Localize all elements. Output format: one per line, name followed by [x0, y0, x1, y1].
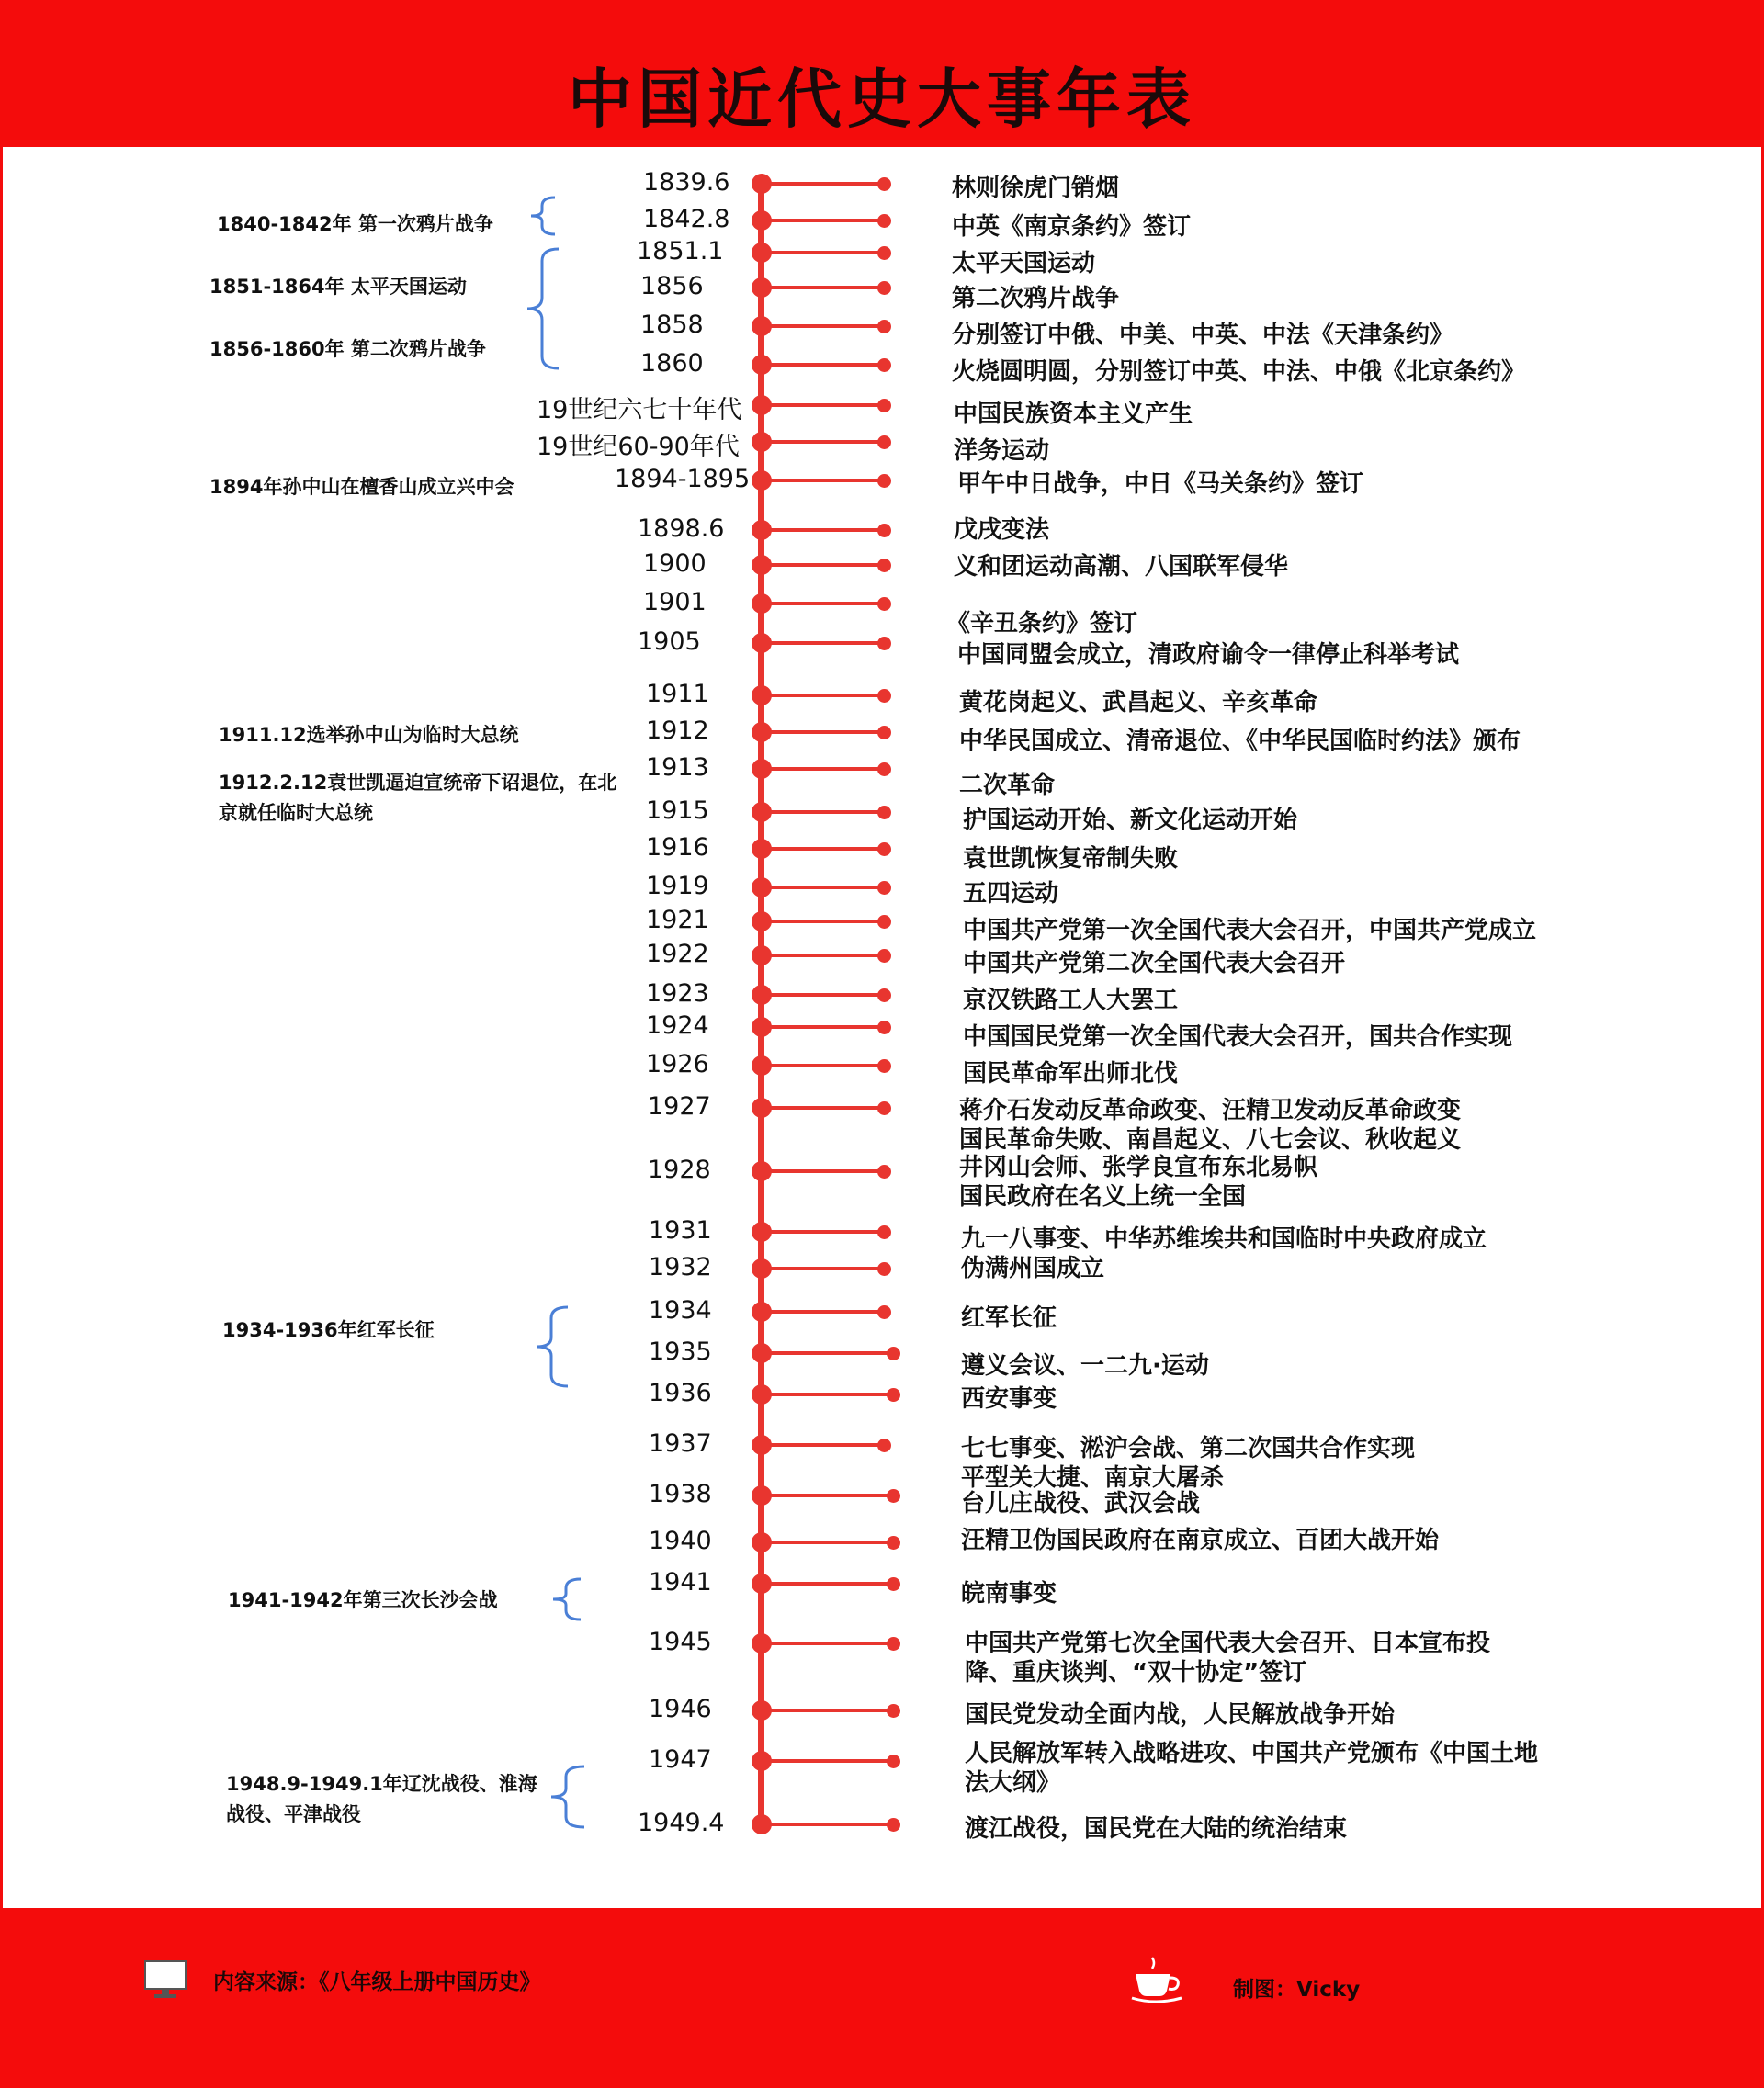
timeline-event: 国民党发动全面内战，人民解放战争开始: [965, 1701, 1396, 1729]
timeline-event: 袁世凯恢复帝制失败: [963, 845, 1179, 873]
timeline-connector-end: [877, 1059, 891, 1073]
timeline-connector-end: [877, 214, 891, 228]
timeline-connector: [763, 1642, 893, 1645]
timeline-year: 1926: [646, 1050, 709, 1078]
timeline-connector: [763, 641, 884, 645]
timeline-connector-end: [887, 1637, 900, 1651]
timeline-year: 1856: [640, 272, 704, 300]
timeline-year: 1915: [646, 796, 709, 825]
timeline-connector: [763, 602, 884, 605]
timeline-event: 京汉铁路工人大罢工: [963, 987, 1179, 1014]
timeline-connector: [763, 182, 884, 186]
timeline-connector-end: [877, 1305, 891, 1319]
timeline-event: 国民革命军出师北伐: [963, 1060, 1179, 1088]
timeline-connector-end: [877, 726, 891, 739]
timeline-event: 分别签订中俄、中美、中英、中法《天津条约》: [952, 322, 1454, 349]
timeline-connector: [763, 847, 884, 851]
timeline-connector: [763, 251, 884, 254]
timeline-connector-end: [877, 915, 891, 929]
timeline-connector-end: [887, 1347, 900, 1360]
side-note-line: 1911.12选举孙中山为临时大总统: [219, 724, 519, 746]
timeline-event: 二次革命: [959, 772, 1056, 799]
timeline-connector-end: [877, 281, 891, 295]
title-banner: [0, 0, 1764, 147]
timeline-year: 1916: [646, 833, 709, 862]
timeline-event: 中国国民党第一次全国代表大会召开，国共合作实现: [963, 1023, 1513, 1051]
timeline-year: 1900: [643, 549, 707, 578]
timeline-event: 红军长征: [961, 1304, 1057, 1332]
timeline-connector: [763, 1709, 893, 1712]
brace-1851-1860: [522, 246, 562, 371]
timeline-connector: [763, 1443, 884, 1447]
timeline-connector: [763, 1494, 893, 1497]
timeline-connector: [763, 730, 884, 734]
timeline-year: 1946: [649, 1695, 712, 1723]
timeline-year: 1894-1895: [615, 465, 751, 493]
timeline-connector: [763, 1106, 884, 1110]
timeline-connector: [763, 440, 884, 444]
timeline-connector-end: [877, 1021, 891, 1034]
timeline-connector: [763, 810, 884, 814]
timeline-connector-end: [877, 358, 891, 372]
timeline-event: 中国共产党第一次全国代表大会召开，中国共产党成立: [963, 917, 1537, 944]
timeline-connector-end: [877, 1439, 891, 1452]
timeline-connector-end: [877, 435, 891, 449]
timeline-connector: [763, 1351, 893, 1355]
side-note: [226, 1769, 537, 1830]
timeline-connector-end: [877, 320, 891, 333]
timeline-event: 中华民国成立、清帝退位、《中华民国临时约法》颁布: [959, 728, 1521, 755]
timeline-connector-end: [877, 559, 891, 572]
timeline-connector-end: [877, 177, 891, 191]
timeline-year: 1945: [649, 1628, 712, 1656]
monitor-icon: [143, 1959, 187, 2000]
timeline-connector-end: [877, 1165, 891, 1179]
timeline-event: 人民解放军转入战略进攻、中国共产党颁布《中国土地: [965, 1740, 1539, 1767]
side-note-line: 1851-1864年 太平天国运动: [209, 276, 467, 298]
timeline-event: 国民革命失败、南昌起义、八七会议、秋收起义: [959, 1126, 1462, 1154]
timeline-connector: [763, 219, 884, 222]
timeline-year: 1934: [649, 1296, 712, 1325]
timeline-year: 1898.6: [638, 514, 725, 543]
timeline-connector: [763, 954, 884, 957]
side-note: [209, 272, 467, 302]
brace-1948-1949: [546, 1764, 588, 1830]
side-note: [228, 1586, 498, 1616]
side-note-line: 1941-1942年第三次长沙会战: [228, 1589, 498, 1611]
timeline-connector-end: [887, 1388, 900, 1402]
side-note: [209, 334, 486, 365]
side-note-line: 战役、平津战役: [226, 1803, 361, 1825]
timeline-year: 1839.6: [643, 168, 730, 197]
timeline-event: 《辛丑条约》签订: [946, 610, 1138, 638]
timeline-connector: [763, 1393, 893, 1396]
timeline-connector: [763, 363, 884, 367]
timeline-event: 七七事变、淞沪会战、第二次国共合作实现: [961, 1435, 1416, 1462]
timeline-year: 1911: [646, 680, 709, 708]
timeline-year: 1941: [649, 1568, 712, 1597]
timeline-event: 台儿庄战役、武汉会战: [961, 1490, 1201, 1518]
timeline-year: 1858: [640, 310, 704, 339]
timeline-year: 1913: [646, 753, 709, 782]
timeline-event: 皖南事变: [961, 1580, 1057, 1608]
timeline-connector: [763, 563, 884, 567]
side-note-line: 1948.9-1949.1年辽沈战役、淮海: [226, 1773, 537, 1795]
timeline-event: 渡江战役，国民党在大陆的统治结束: [965, 1815, 1348, 1843]
timeline-connector-end: [877, 637, 891, 650]
timeline-connector: [763, 479, 884, 482]
timeline-year: 1919: [646, 872, 709, 900]
timeline-event: 中国同盟会成立，清政府谕令一律停止科举考试: [957, 641, 1460, 669]
timeline-event: 中国共产党第七次全国代表大会召开、日本宣布投: [965, 1630, 1491, 1657]
timeline-year: 1935: [649, 1337, 712, 1366]
timeline-year: 1932: [649, 1253, 712, 1281]
timeline-event: 洋务运动: [954, 437, 1050, 465]
timeline-connector-end: [877, 842, 891, 856]
timeline-connector: [763, 528, 884, 532]
frame-left-border: [0, 147, 3, 1908]
timeline-connector: [763, 694, 884, 697]
side-note: [217, 209, 493, 240]
timeline-event: 降、重庆谈判、“双十协定”签订: [965, 1659, 1307, 1687]
timeline-event: 太平天国运动: [952, 250, 1096, 277]
timeline-connector-end: [877, 399, 891, 412]
timeline-connector: [763, 1582, 893, 1586]
side-note: [222, 1315, 435, 1346]
timeline-connector: [763, 1025, 884, 1029]
timeline-connector: [763, 1064, 884, 1067]
timeline-year: 1851.1: [637, 237, 724, 265]
timeline-connector-end: [877, 246, 891, 260]
timeline-event: 火烧圆明圆，分别签订中英、中法、中俄《北京条约》: [952, 358, 1526, 386]
timeline-year: 1901: [643, 588, 707, 616]
coffee-cup-icon: [1128, 1954, 1185, 2005]
timeline-connector: [763, 993, 884, 997]
timeline-year: 1931: [649, 1216, 712, 1245]
timeline-year: 1928: [648, 1156, 711, 1184]
timeline-connector-end: [877, 1225, 891, 1239]
timeline-connector-end: [877, 474, 891, 488]
timeline-connector-end: [877, 1101, 891, 1115]
timeline-year: 1938: [649, 1480, 712, 1508]
brace-1934-1936: [531, 1304, 571, 1389]
timeline-connector-end: [887, 1818, 900, 1832]
page-title: 中国近代史大事年表: [568, 62, 1196, 137]
footer-banner: [0, 1908, 1764, 2088]
timeline-connector: [763, 1759, 893, 1763]
timeline-connector-end: [887, 1755, 900, 1768]
timeline-connector: [763, 886, 884, 889]
timeline-event: 第二次鸦片战争: [952, 285, 1120, 312]
timeline-year: 1923: [646, 979, 709, 1008]
timeline-event: 井冈山会师、张学良宣布东北易帜: [959, 1154, 1318, 1181]
timeline-event: 国民政府在名义上统一全国: [959, 1183, 1247, 1211]
timeline-connector-end: [877, 881, 891, 895]
timeline-event: 中国共产党第二次全国代表大会召开: [963, 950, 1346, 977]
footer-source: 内容来源：《八年级上册中国历史》: [213, 1970, 541, 1994]
timeline-year: 1947: [649, 1745, 712, 1774]
timeline-year: 1842.8: [643, 205, 730, 233]
timeline-connector: [763, 1169, 884, 1173]
timeline-event: 护国运动开始、新文化运动开始: [963, 807, 1298, 834]
timeline-connector-end: [877, 806, 891, 819]
timeline-event: 蒋介石发动反革命政变、汪精卫发动反革命政变: [959, 1097, 1462, 1124]
timeline-connector: [763, 1823, 893, 1826]
timeline-year: 19世纪60-90年代: [537, 433, 740, 461]
timeline-year: 1912: [646, 717, 709, 745]
timeline-year: 1860: [640, 349, 704, 378]
timeline-year: 1937: [649, 1429, 712, 1458]
timeline-connector-end: [887, 1577, 900, 1591]
side-note-line: 1894年孙中山在檀香山成立兴中会: [209, 476, 514, 498]
timeline-year: 1949.4: [638, 1809, 725, 1837]
side-note-line: 1912.2.12袁世凯逼迫宣统帝下诏退位，在北: [219, 772, 617, 794]
timeline-year: 1921: [646, 906, 709, 934]
timeline-connector-end: [877, 949, 891, 963]
side-note: [219, 720, 519, 751]
timeline-connector: [763, 286, 884, 289]
brace-1941-1942: [548, 1576, 584, 1622]
timeline-event: 戊戌变法: [954, 516, 1050, 544]
timeline-year: 1936: [649, 1379, 712, 1407]
timeline-event: 汪精卫伪国民政府在南京成立、百团大战开始: [961, 1527, 1440, 1554]
timeline-year: 19世纪六七十年代: [537, 396, 742, 424]
timeline-connector-end: [887, 1536, 900, 1550]
timeline-event: 义和团运动高潮、八国联军侵华: [954, 553, 1289, 581]
timeline-year: 1927: [648, 1092, 711, 1121]
timeline-year: 1940: [649, 1527, 712, 1555]
timeline-event: 九一八事变、中华苏维埃共和国临时中央政府成立: [961, 1225, 1487, 1253]
timeline-event: 中国民族资本主义产生: [954, 401, 1193, 428]
timeline-connector-end: [877, 1262, 891, 1276]
timeline-event: 黄花岗起义、武昌起义、辛亥革命: [959, 689, 1318, 717]
timeline-event: 法大纲》: [965, 1769, 1061, 1797]
timeline-connector-end: [877, 689, 891, 703]
footer-author: 制图：Vicky: [1233, 1978, 1361, 2002]
timeline-connector: [763, 920, 884, 923]
timeline-event: 平型关大捷、南京大屠杀: [961, 1464, 1225, 1492]
timeline-year: 1922: [646, 940, 709, 968]
side-note-line: 1934-1936年红军长征: [222, 1319, 435, 1341]
timeline-event: 遵义会议、一二九·运动: [961, 1352, 1209, 1380]
timeline-connector-end: [877, 597, 891, 611]
side-note: [209, 472, 514, 502]
timeline-event: 伪满州国成立: [961, 1255, 1105, 1282]
timeline-connector-end: [887, 1489, 900, 1503]
timeline-event: 中英《南京条约》签订: [952, 213, 1192, 241]
timeline-connector: [763, 403, 884, 407]
timeline-connector: [763, 1267, 884, 1270]
timeline-year: 1905: [638, 627, 701, 656]
timeline-event: 甲午中日战争，中日《马关条约》签订: [957, 470, 1364, 498]
timeline-connector-end: [877, 524, 891, 537]
timeline-connector-end: [887, 1704, 900, 1718]
side-note-line: 1856-1860年 第二次鸦片战争: [209, 338, 486, 360]
timeline-event: 五四运动: [963, 880, 1059, 908]
timeline-event: 林则徐虎门销烟: [952, 175, 1120, 202]
timeline-connector: [763, 767, 884, 771]
side-note-line: 1840-1842年 第一次鸦片战争: [217, 213, 493, 235]
timeline-connector: [763, 324, 884, 328]
brace-1840: [526, 195, 559, 237]
timeline-connector-end: [877, 988, 891, 1002]
timeline-event: 西安事变: [961, 1385, 1057, 1413]
timeline-connector-end: [877, 762, 891, 776]
side-note: [219, 768, 616, 829]
timeline-connector: [763, 1541, 893, 1544]
side-note-line: 京就任临时大总统: [219, 802, 373, 824]
timeline-connector: [763, 1310, 884, 1314]
timeline-connector: [763, 1230, 884, 1234]
timeline-year: 1924: [646, 1011, 709, 1040]
